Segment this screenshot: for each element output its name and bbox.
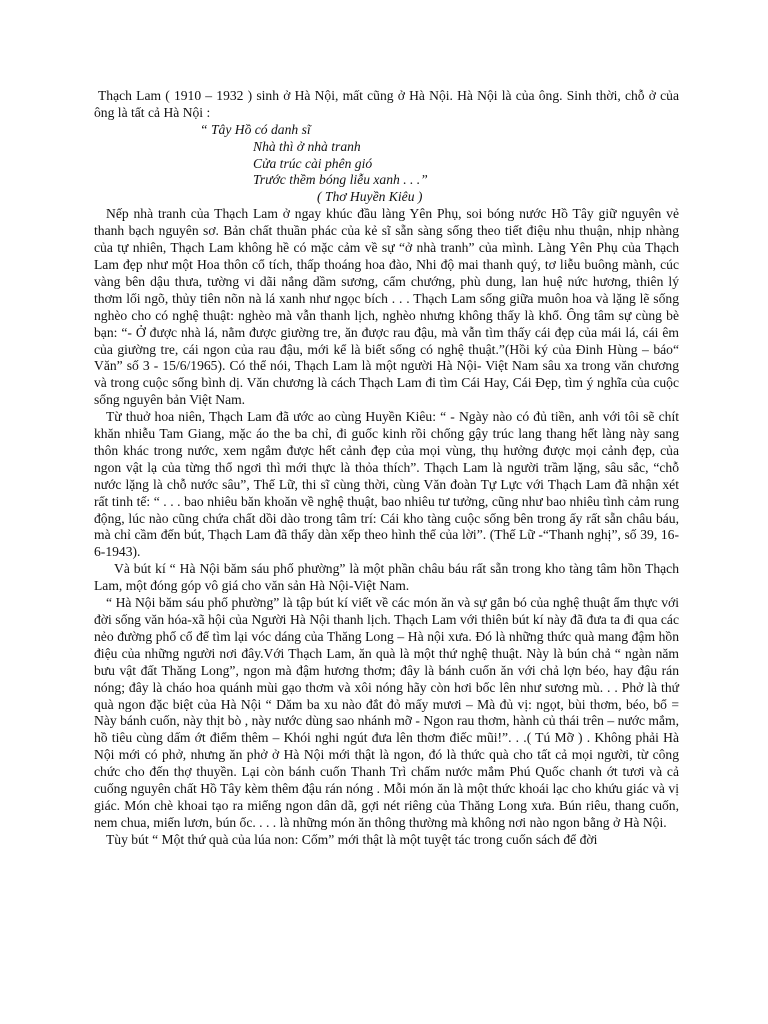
document-body [94, 88, 679, 849]
paragraph-2: Từ thuở hoa niên, Thạch Lam đã ước ao cùng Huyền Kiêu: “ - Ngày nào có đủ tiền, anh với tôi sẽ chít khăn nhiễu Tam Giang, mặc áo the ba chỉ, đi guốc kinh rồi chống gậy trúc lang thang hết làng này sang thôn khác trong nước, xem ngắm được hết cảnh đẹp của mọi vùng, thụ hưởng được mọi cảnh đẹp, của ngon vật lạ của từng thổ ngơi thì mới thực là thỏa thích”. Thạch Lam là người trầm lặng, sâu sắc, “chỗ nước lặng là chỗ nước sâu”, Thế Lữ, thi sĩ cùng thời, cùng Văn đoàn Tự Lực với Thạch Lam đã nhận xét rất tinh tế: “ . . . bao nhiêu băn khoăn về nghệ thuật, bao nhiêu tư tưởng, cũng như bao nhiêu tình cảm rung động, lúc nào cũng chứa chất dồi dào trong tâm trí: Cái kho tàng cuộc sống bên trong ấy rất sẵn châu báu, mà chỉ cầm đến bút, Thạch Lam đã thấy dàn xếp theo hình thể của lời”. (Thế Lữ -“Thanh nghị”, số 39, 16-6-1943). [94, 409, 679, 560]
poem-quote [94, 122, 679, 206]
poem-line-1: “ Tây Hồ có danh sĩ [200, 121, 311, 137]
intro-paragraph: Thạch Lam ( 1910 – 1932 ) sinh ở Hà Nội, mất cũng ở Hà Nội. Hà Nội là của ông. Sinh thời, chỗ ở của ông là tất cả Hà Nội : [94, 88, 679, 120]
poem-line-4: Trước thềm bóng liễu xanh . . .” [253, 172, 428, 188]
paragraph-4: “ Hà Nội băm sáu phố phường” là tập bút kí viết về các món ăn và sự gắn bó của nghệ thuật ẩm thực với đời sống văn hóa-xã hội của Người Hà Nội thanh lịch. Thạch Lam với thiên bút kí này đã đưa ta đi qua các nẻo đường phố cổ để tìm lại vóc dáng của Thăng Long – Hà nội xưa. Đó là những thức quà mang đậm hồn điệu của những người nơi đây.Với Thạch Lam, ăn quà là một thứ nghệ thuật. Này là bún chả “ ngàn năm bưu vật đất Thăng Long”, ngon mà đậm hương thơm; đây là bánh cuốn ăn với chả lợn béo, hay đậu rán nóng; đây là cháo hoa quánh mùi gạo thơm và xôi nóng hãy còn hơi bốc lên như sương mù. . . Phở là thứ quà ngon đặc biệt của Hà Nội “ Dăm ba xu nào đắt đỏ mấy mươi – Mà đủ vị: ngọt, bùi thơm, béo, bổ = Này bánh cuốn, này thịt bò , này nước dùng sao nhánh mỡ - Ngon rau thơm, hành củ thái trên – nước mắm, hồ tiêu cùng dấm ớt điểm thêm – Khói nghi ngút đưa lên thơm điếc mũi!”. . .( Tú Mỡ ) . Không phải Hà Nội mới có phở, nhưng ăn phở ở Hà Nội mới thật là ngon, đó là thức quà cho tất cả mọi người, từ công chức cho đến thợ thuyền. Lại còn bánh cuốn Thanh Trì chấm nước mắm Phú Quốc chanh ớt tươi và cả cuống nguyên chất Hồ Tây kèm thêm đậu rán nóng . Mỗi món ăn là một thức khoái lạc cho khứu giác và vị giác. Món chè khoai tạo ra miếng ngon dân dã, gợi nét riêng của Thăng Long xưa. Bún riêu, thang cuốn, nem chua, miến lươn, bún ốc. . . . là những món ăn thông thường mà không nơi nào ngon bằng ở Hà Nội. [94, 595, 679, 830]
paragraph-5: Tùy bút “ Một thứ quà của lúa non: Cốm” mới thật là một tuyệt tác trong cuốn sách để đời [106, 831, 598, 847]
paragraph-1: Nếp nhà tranh của Thạch Lam ở ngay khúc đầu làng Yên Phụ, soi bóng nước Hồ Tây giữ nguyên vẻ thanh bạch nguyên sơ. Bản chất thuần phác của kẻ sĩ sẵn sàng sống theo tiết điệu nhu thuận, nhịp nhàng của tự nhiên, Thạch Lam không hề có mặc cảm về sự “ở nhà tranh” của mình. Làng Yên Phụ của Thạch Lam đẹp như một Hoa thôn cổ tích, thấp thoáng hoa đào, Nhi độ mai thanh quý, tơ liễu buông mành, cúc vàng bên dậu thưa, tường vi dãi nắng dầm sương, cẩm chướng, phù dung, lan huệ nức hương, thiên lý thơm lối ngõ, thủy tiên nõn nà lá xanh như ngọc bích . . . Thạch Lam sống giữa muôn hoa và lặng lẽ sống nghèo cho có nghệ thuật: nghèo mà vẫn thanh lịch, nghèo nhưng không thấy là khổ. Ông tâm sự cùng bè bạn: “- Ở được nhà lá, nằm được giường tre, ăn được rau đậu, mà vẫn tìm thấy cái đẹp của mái lá, cái êm của giường tre, cái ngon của rau đậu, mới kể là biết sống có nghệ thuật.”(Hồi ký của Đinh Hùng – báo“ Văn” số 3 - 15/6/1965). Có thể nói, Thạch Lam là một người Hà Nội- Việt Nam sâu xa trong văn chương và trong cuộc sống bình dị. Văn chương là cách Thạch Lam đi tìm Cái Hay, Cái Đẹp, tìm ý nghĩa của cuộc sống nguyên bản Việt Nam. [94, 206, 679, 408]
poem-line-3: Cửa trúc cài phên gió [253, 155, 373, 171]
paragraph-3: Và bút kí “ Hà Nội băm sáu phố phường” là một phần châu báu rất sẵn trong kho tàng tâm hồn Thạch Lam, một đóng góp vô giá cho văn sản Hà Nội-Việt Nam. [94, 561, 679, 594]
poem-line-2: Nhà thì ở nhà tranh [253, 138, 361, 154]
poem-attribution: ( Thơ Huyền Kiêu ) [317, 189, 423, 205]
